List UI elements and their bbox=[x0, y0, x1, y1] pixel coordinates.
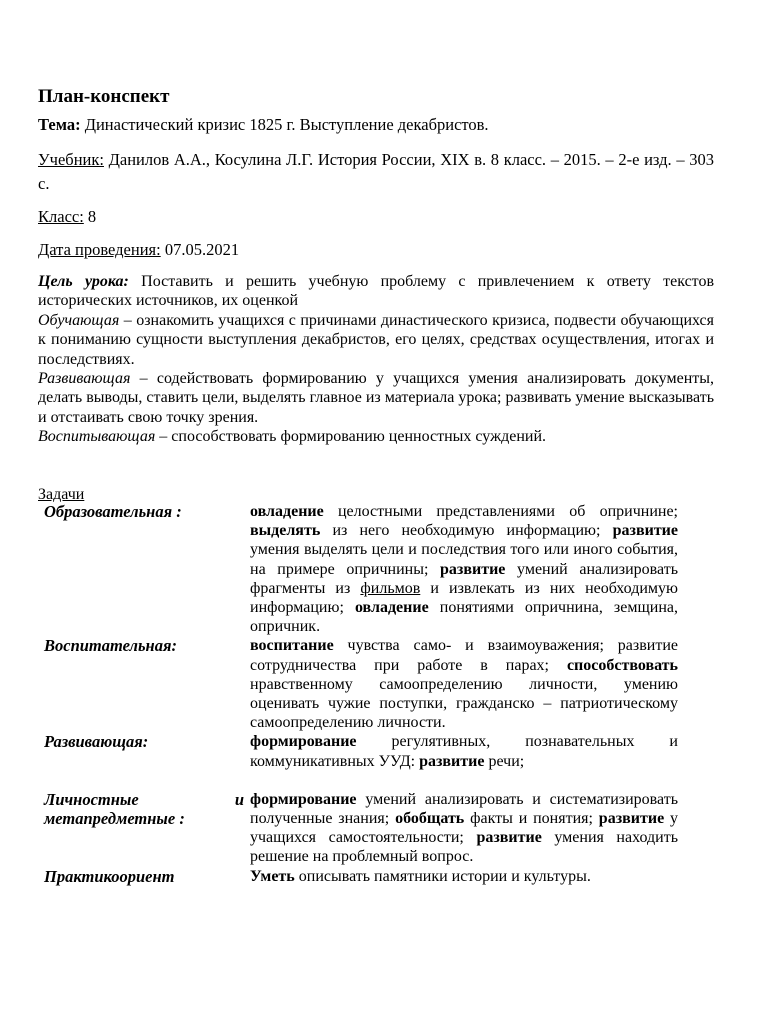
task-keyword: развитие bbox=[476, 829, 542, 847]
task-text: умений анализировать фрагменты из bbox=[250, 560, 679, 597]
task-keyword: развитие bbox=[598, 810, 665, 828]
task-text: целостными представлениями об опричнине; bbox=[323, 503, 678, 520]
textbook-line bbox=[38, 148, 714, 196]
task-body-educational bbox=[250, 502, 678, 636]
grade-line bbox=[38, 206, 96, 228]
textbook-value: Данилов А.А., Косулина Л.Г. История России, XIX в. 8 класс. – 2015. – 2-е изд. – 303 с. bbox=[38, 150, 714, 193]
task-text: факты и понятия; bbox=[464, 810, 599, 828]
task-text: и извлекать из них необходимую информацию; bbox=[250, 579, 679, 617]
task-heading-personal: Личностные и метапредметные : bbox=[44, 789, 244, 829]
task-heading-developing: Развивающая: bbox=[44, 732, 149, 752]
task-body-personal bbox=[250, 790, 678, 867]
aim-upbringing bbox=[38, 427, 714, 446]
task-row-practical bbox=[38, 867, 678, 886]
task-body-upbringing bbox=[250, 636, 678, 732]
date-line bbox=[38, 239, 239, 261]
task-keyword: воспитание bbox=[250, 637, 334, 655]
page-title: План-конспект bbox=[38, 86, 170, 107]
task-heading-educational: Образовательная : bbox=[44, 502, 182, 521]
task-keyword: развитие bbox=[419, 752, 485, 770]
task-text: умений анализировать и систематизировать полученные знания; bbox=[250, 790, 678, 828]
lesson-aims bbox=[38, 272, 714, 447]
grade-label: Класс: bbox=[38, 207, 84, 226]
aim-teaching-value: – ознакомить учащихся с причинами династического кризиса, подвести обучающихся к пониманию сущности выступления декабристов, его целях, средствах осуществления, итогах и последствиях. bbox=[38, 311, 715, 368]
task-text: понятиями опричнина, земщина, опричник. bbox=[250, 599, 679, 636]
task-text: из него необходимую информацию; bbox=[320, 522, 613, 540]
date-value: 07.05.2021 bbox=[164, 240, 240, 259]
task-text: умения выделять цели и последствия того или иного события, на примере опричнины; bbox=[250, 541, 678, 578]
task-heading-practical: Практикоориент bbox=[44, 866, 175, 886]
task-text: у учащихся самостоятельности; bbox=[250, 810, 679, 847]
task-body-practical bbox=[250, 867, 678, 886]
task-keyword: Уметь bbox=[250, 867, 295, 885]
topic-label: Тема: bbox=[38, 115, 81, 134]
task-keyword: овладение bbox=[250, 503, 324, 520]
task-text: регулятивных, познавательных и коммуникативных УУД: bbox=[250, 733, 678, 770]
task-text: нравственному самоопределению личности, умению оценивать чужие поступки, гражданско – патриотическому самоопределению личности. bbox=[250, 675, 678, 732]
task-keyword: выделять bbox=[250, 522, 321, 540]
goal-label: Цель урока: bbox=[38, 273, 129, 290]
aim-developing-value: – содействовать формированию у учащихся умения анализировать документы, делать выводы, ставить цели, выделять главное из материала урока; развивать умение высказывать и отстаивать свою точку зрения. bbox=[38, 370, 715, 426]
topic-value: Династический кризис 1825 г. Выступление декабристов. bbox=[84, 115, 489, 134]
task-row-personal bbox=[38, 790, 678, 867]
task-text: описывать памятники истории и культуры. bbox=[294, 867, 591, 885]
aim-upbringing-value: – способствовать формированию ценностных суждений. bbox=[159, 428, 547, 446]
aim-teaching bbox=[38, 311, 714, 369]
task-text: умения находить решение на проблемный вопрос. bbox=[250, 829, 678, 866]
task-text: речи; bbox=[484, 752, 525, 770]
aim-developing bbox=[38, 369, 714, 427]
films-link[interactable]: фильмов bbox=[360, 579, 421, 597]
goal-value: Поставить и решить учебную проблему с привлечением к ответу текстов исторических источников, их оценкой bbox=[38, 273, 714, 310]
task-keyword: формирование bbox=[250, 790, 357, 808]
date-label: Дата проведения: bbox=[38, 240, 161, 259]
task-row-educational bbox=[38, 502, 678, 636]
grade-value: 8 bbox=[87, 207, 97, 226]
aim-teaching-label: Обучающая bbox=[38, 311, 120, 329]
tasks-heading: Задачи bbox=[38, 486, 85, 503]
task-row-spacer bbox=[38, 771, 678, 790]
task-keyword: формирование bbox=[250, 733, 357, 751]
task-body-developing bbox=[250, 732, 678, 770]
textbook-label: Учебник: bbox=[38, 150, 104, 169]
task-text: чувства само- и взаимоуважения; развитие сотрудничества при работе в парах; bbox=[250, 637, 678, 674]
task-keyword: обобщать bbox=[395, 810, 465, 828]
aim-developing-label: Развивающая bbox=[38, 370, 131, 388]
task-keyword: развитие bbox=[612, 522, 678, 540]
aim-upbringing-label: Воспитывающая bbox=[38, 428, 156, 446]
task-keyword: развитие bbox=[440, 560, 506, 578]
task-keyword: овладение bbox=[354, 599, 429, 617]
topic-line bbox=[38, 114, 489, 136]
task-heading-upbringing: Воспитательная: bbox=[44, 636, 177, 656]
goal-paragraph bbox=[38, 272, 714, 311]
task-keyword: способствовать bbox=[566, 656, 678, 674]
tasks-table bbox=[38, 502, 678, 886]
task-row-upbringing bbox=[38, 636, 678, 732]
task-row-developing bbox=[38, 732, 678, 770]
